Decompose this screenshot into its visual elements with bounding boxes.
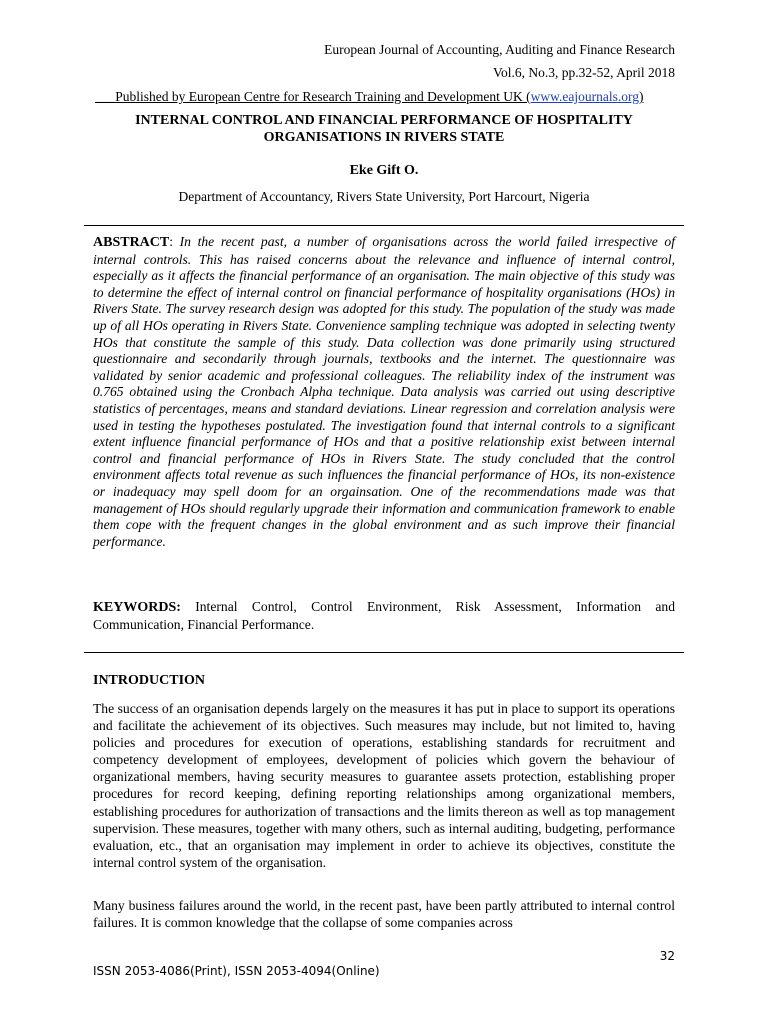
author-affiliation: Department of Accountancy, Rivers State University, Port Harcourt, Nigeria xyxy=(178,189,590,204)
abstract-separator: : xyxy=(169,234,180,249)
volume-info: Vol.6, No.3, pp.32-52, April 2018 xyxy=(492,65,675,80)
publisher-close: ) xyxy=(639,89,644,104)
keywords-label: KEYWORDS: xyxy=(93,600,181,615)
abstract-top-divider xyxy=(84,225,684,226)
introduction-paragraph-1: The success of an organisation depends largely on the measures it has put in place to support its operations and facilitate the achievement of its objectives. Such measures may include, but not limited to, having policies and procedures for execution of operations, establishing standards for recruitment and competency development of employees, development of policies which govern the behaviour of organizational members, having security measures to guarantee assets protection, establishing proper procedures for record keeping, defining reporting relationships among organizational members, establishing procedures for authorization of transactions and the limits thereon as well as top management supervision. These measures, together with many others, such as internal auditing, budgeting, performance evaluation, etc., that an organisation may implement in order to achieve its objectives, constitute the internal control system of the organisation. xyxy=(93,701,675,870)
abstract-label: ABSTRACT xyxy=(93,235,170,250)
publisher-text: Published by European Centre for Research Training and Development UK ( xyxy=(115,89,531,104)
keywords-block xyxy=(93,598,675,633)
abstract-bottom-divider xyxy=(84,652,684,653)
page-number: 32 xyxy=(659,949,675,963)
journal-website-link[interactable]: www.eajournals.org xyxy=(530,89,640,104)
publisher-line xyxy=(95,88,644,106)
abstract-text: In the recent past, a number of organisations across the world failed irrespective of internal controls. This has raised concerns about the relevance and influence of internal control, especially as it affects the financial performance of an organisation. The main objective of this study was to determine the effect of internal control on financial performance of hospitality organisations (HOs) in Rivers State. The survey research design was adopted for this study. The population of the study was made up of all HOs operating in Rivers State. Convenience sampling technique was adopted in selecting twenty HOs that constitute the sample of this study. Data collection was done primarily using structured questionnaire and secondarily through journals, textbooks and the internet. The questionnaire was validated by senior academic and professional colleagues. The reliability index of the instrument was 0.765 obtained using the Cronbach Alpha technique. Data analysis was carried out using descriptive statistics of percentages, means and standard deviations. Linear regression and correlation analysis were used in testing the hypotheses postulated. The investigation found that internal controls to a significant extent influence financial performance of HOs and that a positive relationship exist between internal control and financial performance of HOs in Rivers State. The study concluded that the control environment affects total revenue as such influences the financial performance of HOs, its non-existence or inadequacy may spell doom for an orgainsation. One of the recommendations made was that management of HOs should regularly upgrade their information and communication framework to enable them cope with the frequent changes in the global environment and as such improve their financial performance. xyxy=(93,234,675,549)
paper-author: Eke Gift O. xyxy=(349,163,419,178)
keywords-text: Internal Control, Control Environment, Risk Assessment, Information and Communication, Financial Performance. xyxy=(93,599,675,632)
publisher-underline: ___ xyxy=(95,89,116,104)
abstract-block xyxy=(93,234,675,550)
issn-footer: ISSN 2053-4086(Print), ISSN 2053-4094(Online) xyxy=(93,964,380,978)
introduction-paragraph-2: Many business failures around the world, in the recent past, have been partly attributed to internal control failures. It is common knowledge that the collapse of some companies across xyxy=(93,898,675,931)
paper-title: INTERNAL CONTROL AND FINANCIAL PERFORMANCE OF HOSPITALITY ORGANISATIONS IN RIVERS STATE xyxy=(135,113,633,145)
journal-name: European Journal of Accounting, Auditing and Finance Research xyxy=(324,42,675,57)
introduction-heading: INTRODUCTION xyxy=(93,673,206,688)
